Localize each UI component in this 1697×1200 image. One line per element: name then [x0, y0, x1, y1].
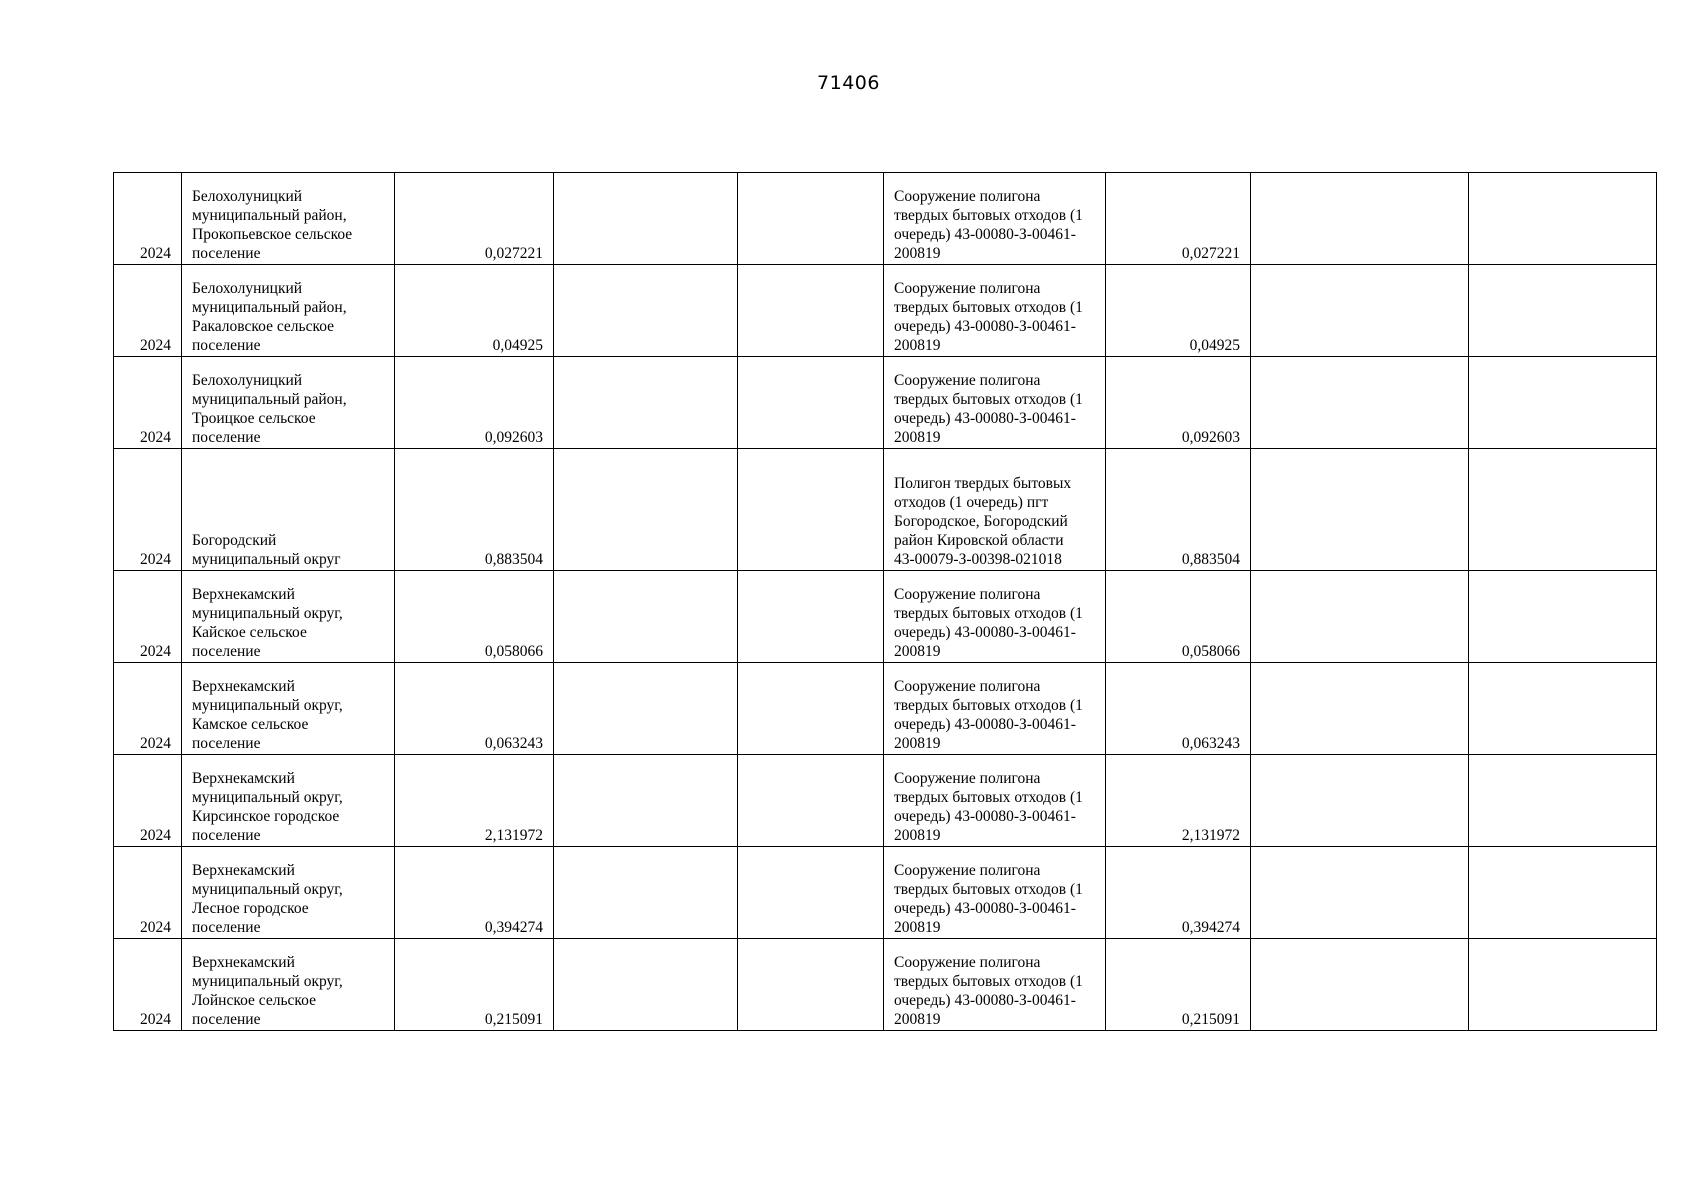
- territory-cell: Богородский муниципальный округ: [182, 449, 395, 571]
- facility-cell: Сооружение полигона твердых бытовых отходов (1 очередь) 43-00080-З-00461- 200819: [884, 357, 1106, 449]
- empty-cell: [554, 173, 738, 265]
- value-cell: 0,04925: [395, 265, 554, 357]
- territory-cell: Белохолуницкий муниципальный район, Прокопьевское сельское поселение: [182, 173, 395, 265]
- facility-cell: Сооружение полигона твердых бытовых отходов (1 очередь) 43-00080-З-00461- 200819: [884, 939, 1106, 1031]
- empty-cell: [1469, 847, 1657, 939]
- empty-cell: [1469, 173, 1657, 265]
- value-cell: 0,883504: [1106, 449, 1251, 571]
- empty-cell: [554, 663, 738, 755]
- table-row: [114, 357, 1657, 449]
- empty-cell: [1251, 265, 1469, 357]
- table-row: [114, 265, 1657, 357]
- empty-cell: [1251, 571, 1469, 663]
- empty-cell: [1251, 755, 1469, 847]
- facility-cell: Сооружение полигона твердых бытовых отходов (1 очередь) 43-00080-З-00461- 200819: [884, 265, 1106, 357]
- table-row: [114, 571, 1657, 663]
- value-cell: 0,092603: [395, 357, 554, 449]
- table-row: [114, 449, 1657, 571]
- facility-cell: Сооружение полигона твердых бытовых отходов (1 очередь) 43-00080-З-00461- 200819: [884, 663, 1106, 755]
- page-number: 71406: [817, 72, 880, 94]
- facility-cell: Сооружение полигона твердых бытовых отходов (1 очередь) 43-00080-З-00461- 200819: [884, 755, 1106, 847]
- empty-cell: [554, 939, 738, 1031]
- empty-cell: [1469, 265, 1657, 357]
- facility-cell: Полигон твердых бытовых отходов (1 очередь) пгт Богородское, Богородский район Кировской области 43-00079-З-00398-021018: [884, 449, 1106, 571]
- empty-cell: [738, 449, 884, 571]
- empty-cell: [1251, 663, 1469, 755]
- territory-cell: Белохолуницкий муниципальный район, Троицкое сельское поселение: [182, 357, 395, 449]
- empty-cell: [1251, 847, 1469, 939]
- empty-cell: [1251, 449, 1469, 571]
- empty-cell: [554, 571, 738, 663]
- value-cell: 0,04925: [1106, 265, 1251, 357]
- territory-cell: Белохолуницкий муниципальный район, Ракаловское сельское поселение: [182, 265, 395, 357]
- value-cell: 0,394274: [395, 847, 554, 939]
- year-cell: 2024: [114, 173, 182, 265]
- year-cell: 2024: [114, 357, 182, 449]
- facility-cell: Сооружение полигона твердых бытовых отходов (1 очередь) 43-00080-З-00461- 200819: [884, 847, 1106, 939]
- territory-cell: Верхнекамский муниципальный округ, Кирсинское городское поселение: [182, 755, 395, 847]
- empty-cell: [1469, 939, 1657, 1031]
- empty-cell: [554, 357, 738, 449]
- year-cell: 2024: [114, 449, 182, 571]
- table-row: [114, 173, 1657, 265]
- value-cell: 0,215091: [1106, 939, 1251, 1031]
- value-cell: 0,027221: [395, 173, 554, 265]
- value-cell: 2,131972: [1106, 755, 1251, 847]
- empty-cell: [554, 755, 738, 847]
- empty-cell: [554, 847, 738, 939]
- value-cell: 0,394274: [1106, 847, 1251, 939]
- empty-cell: [1251, 939, 1469, 1031]
- value-cell: 0,058066: [1106, 571, 1251, 663]
- facility-cell: Сооружение полигона твердых бытовых отходов (1 очередь) 43-00080-З-00461- 200819: [884, 173, 1106, 265]
- territory-cell: Верхнекамский муниципальный округ, Лойнское сельское поселение: [182, 939, 395, 1031]
- territory-cell: Верхнекамский муниципальный округ, Лесное городское поселение: [182, 847, 395, 939]
- territory-cell: Верхнекамский муниципальный округ, Кайское сельское поселение: [182, 571, 395, 663]
- empty-cell: [738, 265, 884, 357]
- empty-cell: [738, 571, 884, 663]
- year-cell: 2024: [114, 265, 182, 357]
- empty-cell: [1469, 357, 1657, 449]
- empty-cell: [554, 265, 738, 357]
- year-cell: 2024: [114, 847, 182, 939]
- year-cell: 2024: [114, 571, 182, 663]
- value-cell: 0,092603: [1106, 357, 1251, 449]
- empty-cell: [1251, 173, 1469, 265]
- data-table: [113, 172, 1657, 1031]
- value-cell: 0,215091: [395, 939, 554, 1031]
- year-cell: 2024: [114, 939, 182, 1031]
- value-cell: 0,063243: [395, 663, 554, 755]
- value-cell: 0,063243: [1106, 663, 1251, 755]
- value-cell: 0,027221: [1106, 173, 1251, 265]
- year-cell: 2024: [114, 663, 182, 755]
- table-row: [114, 847, 1657, 939]
- empty-cell: [554, 449, 738, 571]
- territory-cell: Верхнекамский муниципальный округ, Камское сельское поселение: [182, 663, 395, 755]
- empty-cell: [738, 939, 884, 1031]
- empty-cell: [738, 663, 884, 755]
- table-body: [114, 173, 1657, 1031]
- value-cell: 0,058066: [395, 571, 554, 663]
- empty-cell: [738, 173, 884, 265]
- facility-cell: Сооружение полигона твердых бытовых отходов (1 очередь) 43-00080-З-00461- 200819: [884, 571, 1106, 663]
- value-cell: 0,883504: [395, 449, 554, 571]
- table-row: [114, 939, 1657, 1031]
- empty-cell: [1469, 755, 1657, 847]
- year-cell: 2024: [114, 755, 182, 847]
- table-row: [114, 755, 1657, 847]
- empty-cell: [738, 847, 884, 939]
- empty-cell: [1251, 357, 1469, 449]
- empty-cell: [1469, 571, 1657, 663]
- value-cell: 2,131972: [395, 755, 554, 847]
- empty-cell: [1469, 663, 1657, 755]
- empty-cell: [1469, 449, 1657, 571]
- table-row: [114, 663, 1657, 755]
- empty-cell: [738, 357, 884, 449]
- empty-cell: [738, 755, 884, 847]
